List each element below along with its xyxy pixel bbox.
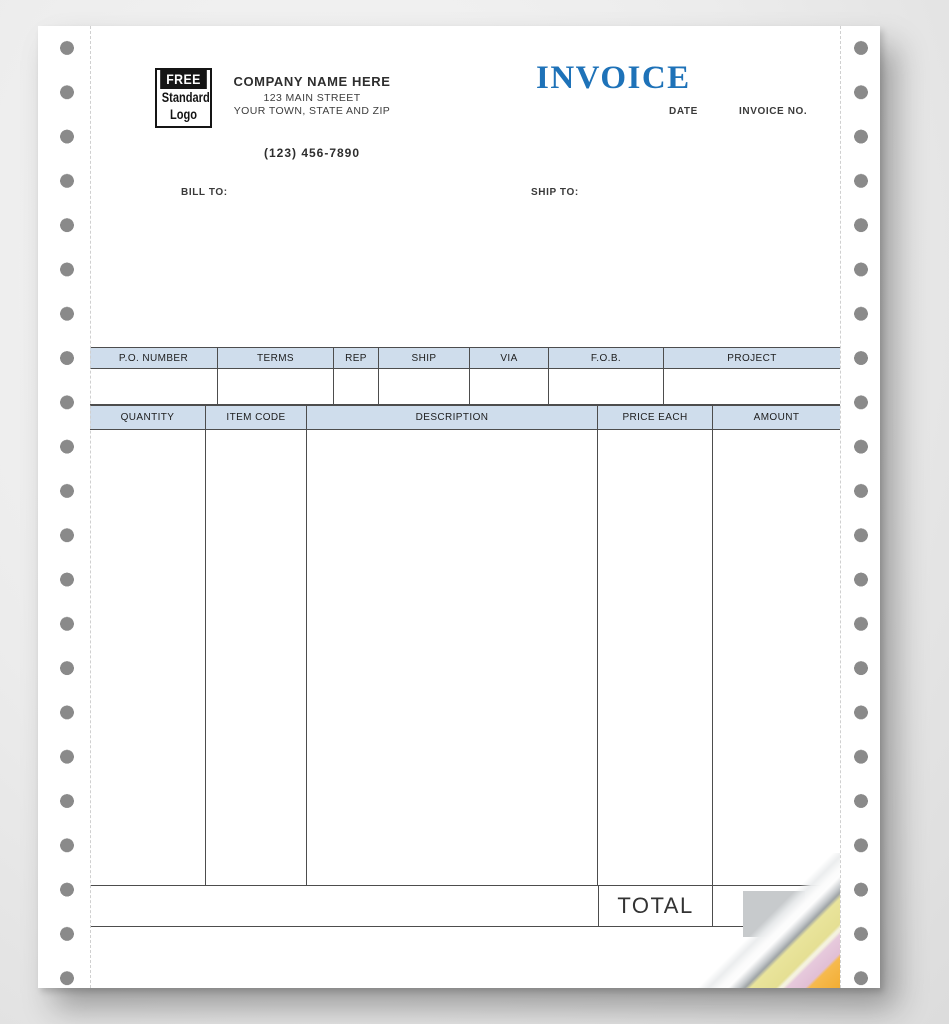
corner-page-curl (695, 853, 840, 988)
invoice-form-sheet (38, 26, 880, 988)
logo-free-text: FREE (160, 70, 207, 89)
logo-standard-text: Standard (161, 90, 210, 105)
perforation-line-right (840, 26, 841, 988)
quantity-header: QUANTITY (90, 406, 206, 430)
total-label: TOTAL (598, 886, 713, 926)
company-address-line1: 123 MAIN STREET (263, 92, 361, 104)
fob-field (549, 369, 664, 404)
ship-field (379, 369, 470, 404)
via-field (470, 369, 549, 404)
via-header: VIA (470, 348, 549, 369)
description-header: DESCRIPTION (307, 406, 598, 430)
ship-to-label: SHIP TO: (531, 187, 579, 198)
ship-header: SHIP (379, 348, 470, 369)
order-info-blank-row (90, 369, 840, 404)
total-row-spacer (90, 886, 598, 926)
amount-column-area (713, 430, 840, 885)
terms-header: TERMS (218, 348, 334, 369)
quantity-column-area (90, 430, 206, 885)
project-header: PROJECT (664, 348, 840, 369)
rep-header: REP (334, 348, 379, 369)
pin-feed-strip-left (38, 26, 90, 988)
project-field (664, 369, 840, 404)
bill-to-label: BILL TO: (181, 187, 228, 198)
po-number-header: P.O. NUMBER (90, 348, 218, 369)
rep-field (334, 369, 379, 404)
amount-header: AMOUNT (713, 406, 840, 430)
item-code-column-area (206, 430, 307, 885)
carbon-copy-layers (695, 853, 840, 988)
line-items-header-row (90, 406, 840, 430)
fob-header: F.O.B. (549, 348, 664, 369)
order-info-header-row (90, 348, 840, 369)
logo-logo-text: Logo (169, 107, 198, 122)
company-phone: (123) 456-7890 (263, 146, 361, 160)
invoice-title: INVOICE (536, 60, 691, 96)
company-address-line2: YOUR TOWN, STATE AND ZIP (233, 104, 391, 117)
price-each-header: PRICE EACH (598, 406, 713, 430)
perforation-line-left (90, 26, 91, 988)
price-each-column-area (598, 430, 713, 885)
po-number-field (90, 369, 218, 404)
company-name: COMPANY NAME HERE (233, 74, 391, 89)
pin-feed-strip-right (840, 26, 880, 988)
order-info-table (90, 347, 840, 405)
line-items-body (90, 430, 840, 885)
line-items-table (90, 405, 840, 927)
invoice-no-label: INVOICE NO. (739, 106, 808, 117)
date-label: DATE (669, 106, 698, 117)
company-block (224, 74, 400, 117)
item-code-header: ITEM CODE (206, 406, 307, 430)
terms-field (218, 369, 334, 404)
description-column-area (307, 430, 598, 885)
free-standard-logo (155, 68, 212, 128)
